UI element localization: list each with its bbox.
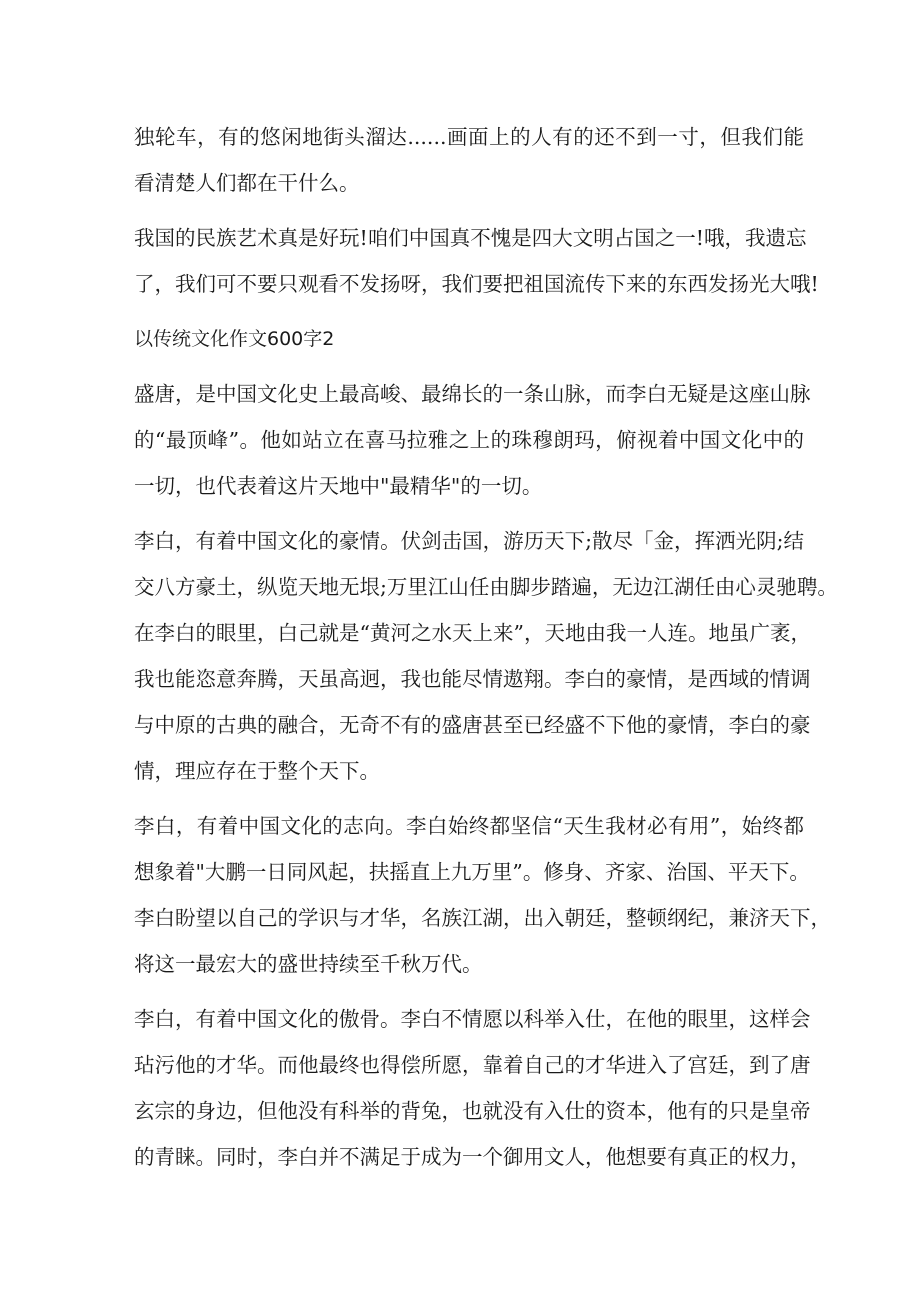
paragraph	[134, 114, 804, 206]
text-line: 的青睐。同时，李白并不满足于成为一个御用文人，他想要有真正的权力，	[134, 1145, 811, 1169]
text-line: 的“最顶峰”。他如站立在喜马拉雅之上的珠穆朗玛，俯视着中国文化中的	[134, 428, 804, 452]
section-heading: 以传统文化作文600字2	[134, 328, 335, 350]
text-line: 将这一最宏大的盛世持续至千秋万代。	[134, 952, 483, 976]
text-line: 情，理应存在于整个天下。	[134, 759, 380, 783]
text-line: 李白盼望以自己的学识与才华，名族江湖，出入朝廷，整顿纲纪，兼济天下，	[134, 906, 831, 930]
text-line: 一切，也代表着这片天地中"最精华"的一切。	[134, 474, 543, 498]
text-line: 李白，有着中国文化的豪情。伏剑击国，游历天下;散尽「金，挥洒光阴;结	[134, 529, 804, 553]
document-body	[134, 114, 838, 1189]
text-line: 想象着"大鹏一日同风起，扶摇直上九万里”。修身、齐家、治国、平天下。	[134, 860, 810, 884]
text-line: 盛唐，是中国文化史上最高峻、最绵长的一条山脉，而李白无疑是这座山脉	[134, 382, 811, 406]
text-line: 我国的民族艺术真是好玩!咱们中国真不愧是四大文明占国之一!哦，我遗忘	[134, 226, 807, 250]
text-line: 与中原的古典的融合，无奇不有的盛唐甚至已经盛不下他的豪情，李白的豪	[134, 713, 811, 737]
paragraph	[134, 996, 811, 1180]
paragraph	[134, 518, 838, 794]
text-line: 看清楚人们都在干什么。	[134, 171, 360, 195]
text-line: 在李白的眼里，白己就是“黄河之水天上来”，天地由我一人连。地虽广袤，	[134, 621, 811, 645]
text-line: 李白，有着中国文化的傲骨。李白不情愿以科举入仕，在他的眼里，这样会	[134, 1007, 811, 1031]
text-line: 我也能恣意奔腾，天虽高迥，我也能尽情遨翔。李白的豪情，是西域的情调	[134, 667, 811, 691]
paragraph	[134, 215, 819, 307]
text-line: 玄宗的身边，但他没有科举的背兔，也就没有入仕的资本，他有的只是皇帝	[134, 1099, 811, 1123]
text-line: 了，我们可不要只观看不发扬呀，我们要把祖国流传下来的东西发扬光大哦!	[134, 272, 819, 296]
text-line: 玷污他的才华。而他最终也得偿所愿，靠着自己的才华进入了宫廷，到了唐	[134, 1053, 811, 1077]
paragraph	[134, 803, 831, 987]
paragraph	[134, 371, 811, 509]
text-line: 交八方豪土，纵览天地无垠;万里江山任由脚步踏遍，无边江湖任由心灵驰聘。	[134, 575, 838, 599]
text-line: 李白，有着中国文化的志向。李白始终都坚信“天生我材必有用”，始终都	[134, 814, 804, 838]
text-line: 独轮车，有的悠闲地街头溜达......画面上的人有的还不到一寸，但我们能	[134, 125, 804, 149]
